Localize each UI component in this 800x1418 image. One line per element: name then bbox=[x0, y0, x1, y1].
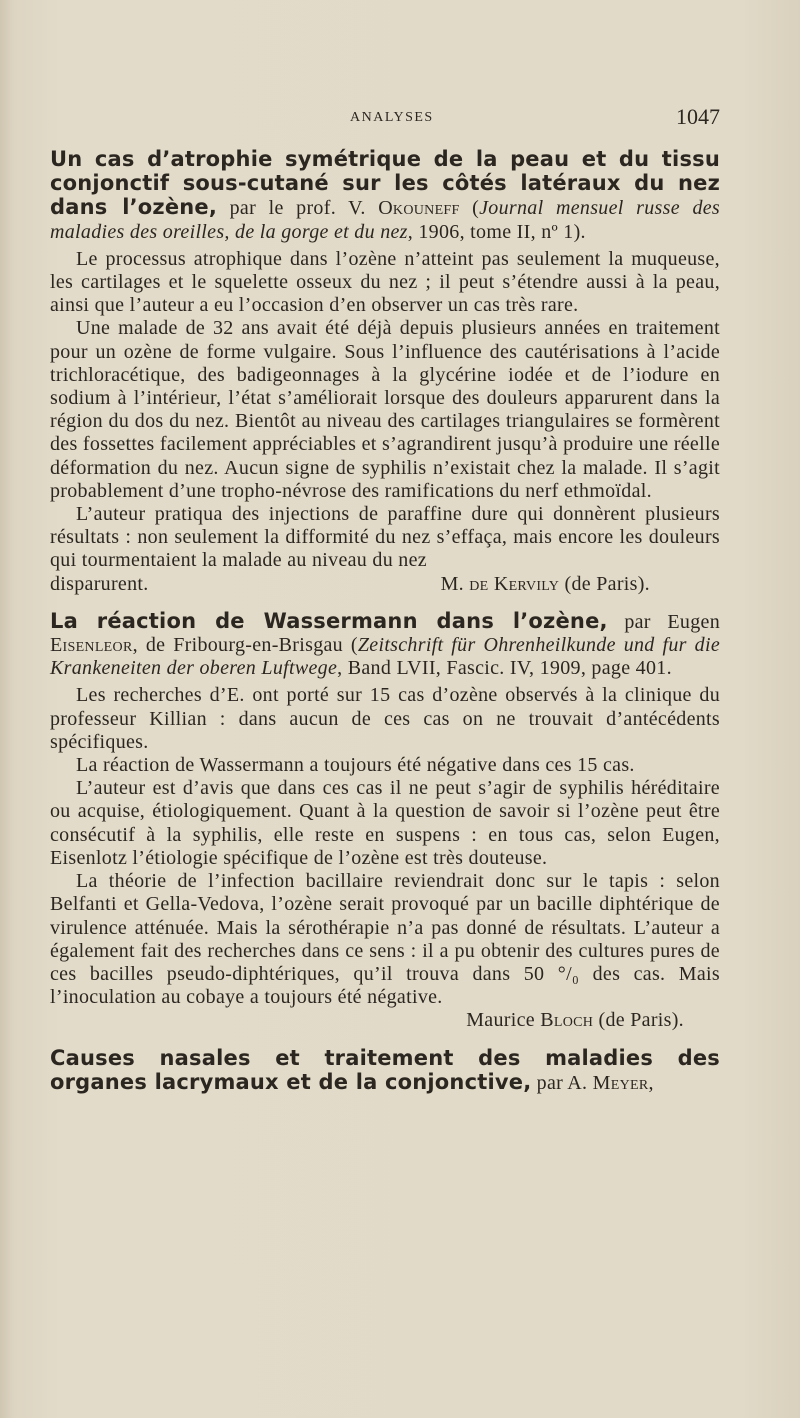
journal-name: Zeitschrift für Ohrenheilkunde und fur die Krankeneiten der oberen Luftwege bbox=[50, 634, 721, 680]
source-details: , Band LVII, Fascic. IV, 1909, page 401. bbox=[337, 657, 672, 680]
author-name: Okouneff bbox=[378, 197, 460, 220]
article-causes-nasales bbox=[50, 1047, 720, 1095]
article-heading bbox=[50, 148, 720, 244]
article-heading bbox=[50, 1047, 720, 1095]
paragraph: L’auteur pratiqua des injections de paraffine dure qui donnèrent plusieurs résultats : non seulement la difformité du nez s’effaça, mais encore les douleurs qui tourmentaient la malade au niveau du nez bbox=[50, 503, 720, 572]
reviewer-name: Bloch bbox=[540, 1009, 594, 1032]
signature-line bbox=[50, 573, 720, 596]
page-header bbox=[50, 104, 720, 134]
byline-text: par le prof. V. bbox=[217, 197, 379, 220]
author-name: Meyer bbox=[592, 1071, 649, 1094]
author-name: Eisenleor bbox=[50, 634, 133, 657]
author-place: , de Fribourg-en-Brisgau ( bbox=[132, 634, 358, 657]
paragraph: Les recherches d’E. ont porté sur 15 cas d’ozène observés à la clinique du professeur Killian : dans aucun de ces cas on ne trouvait d’antécédents spécifiques. bbox=[50, 684, 720, 753]
article-title: La réaction de Wassermann dans l’ozène, bbox=[50, 608, 608, 633]
reviewer-name: de Kervily bbox=[469, 572, 560, 595]
paragraph: La réaction de Wassermann a toujours été négative dans ces 15 cas. bbox=[76, 754, 635, 777]
paragraph: La théorie de l’infection bacillaire reviendrait donc sur le tapis : selon Belfanti et Gella-Vedova, l’ozène serait provoqué par un bacille diphtérique de virulence atténuée. Mais la sérothérapie n’a pas donné de résultats. L’auteur a également fait des recherches dans ce sens : il a pu obtenir des cultures pures de ces bacilles pseudo-diphtériques, qu’il trouva dans 50 °/₀ des cas. Mais l’inoculation au cobaye a toujours été négative. bbox=[50, 870, 720, 1009]
article-title: Causes nasales et traitement des maladies des organes lacrymaux et de la conjonctive, bbox=[50, 1045, 720, 1094]
signature-place: (de Paris). bbox=[593, 1009, 684, 1032]
signature-place: (de Paris). bbox=[559, 572, 650, 595]
byline-text: par Eugen bbox=[607, 610, 720, 633]
reviewer-signature bbox=[441, 573, 720, 596]
byline-trail: , bbox=[648, 1071, 654, 1094]
paragraph: L’auteur est d’avis que dans ces cas il ne peut s’agir de syphilis héréditaire ou acquise, étiologiquement. Quant à la question de savoir si l’ozène peut être consécutif à la syphilis, elle reste en suspens : en tous cas, selon Eugen, Eisenlotz l’étiologie spécifique de l’ozène est très douteuse. bbox=[50, 777, 720, 869]
last-line-text: disparurent. bbox=[50, 572, 149, 595]
page-body bbox=[50, 148, 720, 1109]
byline-text: par A. bbox=[531, 1071, 593, 1094]
journal-name: Journal mensuel russe des maladies des oreilles, de la gorge et du nez bbox=[50, 197, 721, 243]
signature-prefix: M. bbox=[440, 572, 470, 595]
signature-prefix: Maurice bbox=[466, 1009, 541, 1032]
page-number: 1047 bbox=[676, 104, 720, 129]
article-title: Un cas d’atrophie symétrique de la peau et du tissu conjonctif sous-cutané sur les côtés latéraux du nez dans l’ozène, bbox=[50, 147, 720, 220]
article-wassermann bbox=[50, 610, 720, 1033]
source-open: ( bbox=[459, 197, 480, 220]
source-details: , 1906, tome II, nº 1). bbox=[407, 220, 586, 243]
paragraph: Une malade de 32 ans avait été déjà depuis plusieurs années en traitement pour un ozène de forme vulgaire. Sous l’influence des cautérisations à l’acide trichloracétique, des badigeonnages à la glycérine iodée et de l’iodure en sodium à l’intérieur, l’état s’améliorait lorsque des douleurs apparurent dans la région du dos du nez. Bientôt au niveau des cartilages triangulaires se formèrent des fossettes facilement appréciables et s’agrandirent jusqu’à produire une réelle déformation du nez. Aucun signe de syphilis n’existait chez la malade. Il s’agit probablement d’une tropho-névrose des ramifications du nerf ethmoïdal. bbox=[50, 317, 720, 502]
article-atrophie bbox=[50, 148, 720, 596]
paragraph: Le processus atrophique dans l’ozène n’atteint pas seulement la muqueuse, les cartilages et le squelette osseux du nez ; il peut s’étendre aussi à la peau, ainsi que l’auteur a eu l’occasion d’en observer un cas très rare. bbox=[50, 247, 720, 317]
reviewer-signature bbox=[50, 1009, 720, 1032]
article-heading bbox=[50, 610, 720, 681]
running-title: ANALYSES bbox=[350, 110, 434, 125]
